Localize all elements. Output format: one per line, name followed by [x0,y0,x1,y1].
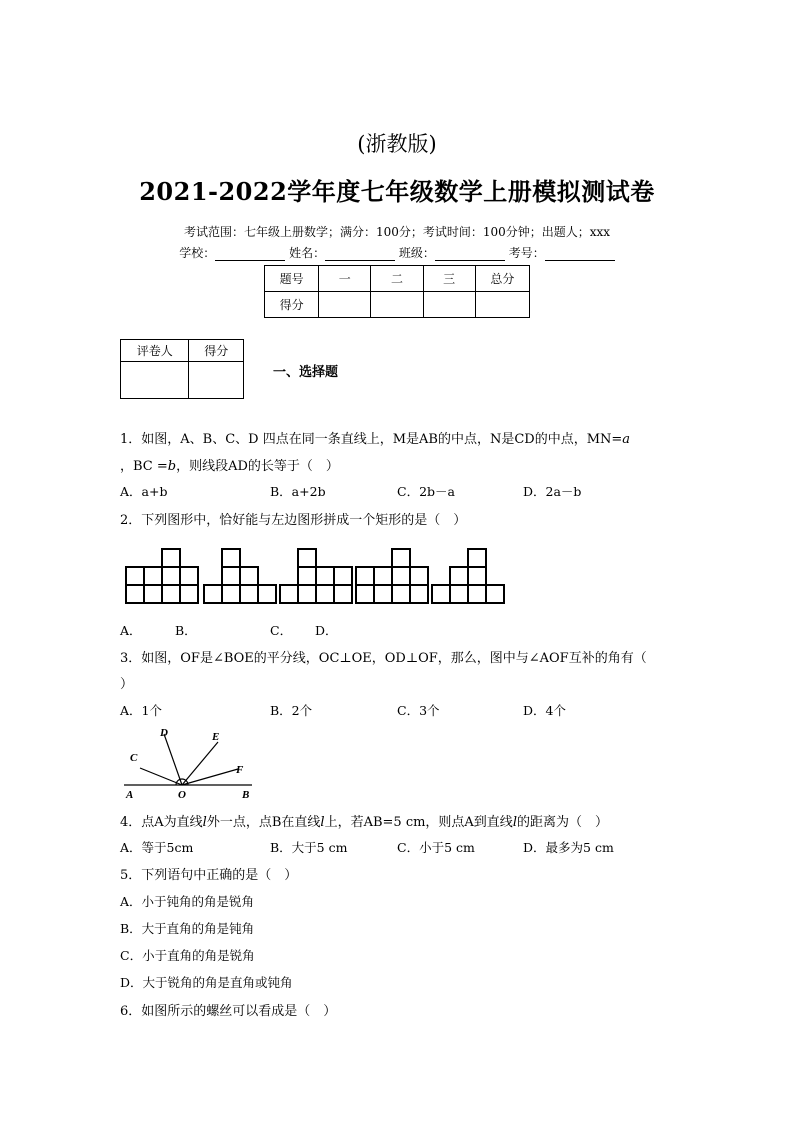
score-row-label: 得分 [265,292,319,318]
edition-label: (浙教版) [357,132,437,156]
field-name-label: 姓名： [289,246,326,260]
question-3-figure [120,724,260,802]
question-4-part: 上，若AB=5 cm，则点A到直线 [324,815,513,830]
grader-header-cell: 得分 [189,340,244,362]
option-b[interactable]: B．a+2b [270,484,326,499]
variable-l: l [512,815,517,830]
question-1-text: 1．如图，A、B、C、D 四点在同一条直线上，M是AB的中点，N是CD的中点，MN= [120,432,623,447]
option-d[interactable]: D． [315,623,338,638]
label-b: B [242,789,250,801]
question-4-part: 的距离为（ ） [516,815,608,830]
option-a[interactable]: A．1个 [120,703,162,718]
question-4-part: 外一点，点B在直线 [206,815,321,830]
field-id-label: 考号： [508,246,545,260]
score-cell[interactable] [371,292,423,318]
option-c[interactable]: C．2b－a [397,484,455,499]
question-4-text [120,811,608,830]
option-c[interactable]: C．3个 [397,703,440,718]
ray-oc [140,768,182,785]
question-2-text: 2．下列图形中，恰好能与左边图形拼成一个矩形的是（ ） [120,513,467,528]
label-c: C [130,752,138,764]
option-a[interactable]: A．a+b [120,484,168,499]
option-d[interactable]: D．4个 [523,703,566,718]
option-b[interactable]: B．大于5 cm [270,840,348,855]
field-id-blank[interactable] [545,248,615,261]
section-title: 一、选择题 [273,365,339,380]
score-header-cell: 题号 [265,266,319,292]
field-class-blank[interactable] [435,248,505,261]
question-1-text: ，BC = [120,459,168,474]
variable-l: l [320,815,325,830]
label-e: E [212,731,220,743]
question-5-option-c[interactable]: C．小于直角的角是锐角 [120,948,255,963]
label-d: D [160,727,168,739]
field-name-blank[interactable] [325,248,395,261]
grader-table [120,339,244,399]
question-1-line2 [120,455,339,474]
score-header-cell: 一 [319,266,371,292]
variable-b: b [167,459,177,474]
label-f: F [236,764,244,776]
ray-od [164,734,182,785]
question-5-text: 5．下列语句中正确的是（ ） [120,868,298,883]
question-4-part: 4．点A为直线 [120,815,203,830]
label-a: A [126,789,134,801]
option-b-figure [280,549,352,603]
option-c[interactable]: C． [270,623,293,638]
option-b[interactable]: B． [175,623,197,638]
grader-cell[interactable] [189,362,244,399]
exam-info: 考试范围：七年级上册数学；满分：100分；考试时间：100分钟；出题人；xxx [183,225,611,239]
score-table [264,265,530,318]
exam-title: 2021-2022学年度七年级数学上册模拟测试卷 [139,177,655,206]
option-d[interactable]: D．最多为5 cm [523,840,614,855]
question-4-options [0,838,794,854]
option-c-figure [356,549,428,603]
question-1-options [0,482,794,498]
ray-oe [182,742,218,785]
question-1-text: ，则线段AD的长等于（ ） [176,459,339,474]
question-1-line1 [120,428,630,447]
score-header-cell: 二 [371,266,423,292]
grader-cell[interactable] [121,362,189,399]
score-header-cell: 三 [423,266,475,292]
field-school-label: 学校： [179,246,216,260]
option-b[interactable]: B．2个 [270,703,313,718]
question-2-options [0,621,794,637]
option-a[interactable]: A．等于5cm [120,840,194,855]
question-6-text: 6．如图所示的螺丝可以看成是（ ） [120,1004,337,1019]
option-c[interactable]: C．小于5 cm [397,840,475,855]
student-fields [0,244,794,261]
score-cell[interactable] [423,292,475,318]
variable-l: l [202,815,207,830]
option-a-figure [204,549,276,603]
question-2-figure [120,545,510,607]
score-header-cell: 总分 [475,266,529,292]
option-a[interactable]: A． [120,623,142,638]
question-3-line2: ） [120,677,134,692]
left-figure [126,549,198,603]
variable-a: a [622,432,631,447]
question-3-line1: 3．如图，OF是∠BOE的平分线，OC⊥OE，OD⊥OF，那么，图中与∠AOF互补的角有（ [120,651,647,666]
question-5-option-d[interactable]: D．大于锐角的角是直角或钝角 [120,975,293,990]
label-o: O [178,789,186,801]
option-d-figure [432,549,504,603]
question-3-options [0,701,794,717]
field-school-blank[interactable] [215,248,285,261]
score-cell[interactable] [319,292,371,318]
score-cell[interactable] [475,292,529,318]
field-class-label: 班级： [398,246,435,260]
option-d[interactable]: D．2a－b [523,484,582,499]
grader-header-cell: 评卷人 [121,340,189,362]
question-5-option-b[interactable]: B．大于直角的角是钝角 [120,921,255,936]
question-5-option-a[interactable]: A．小于钝角的角是锐角 [120,894,255,909]
ray-of [182,769,238,785]
